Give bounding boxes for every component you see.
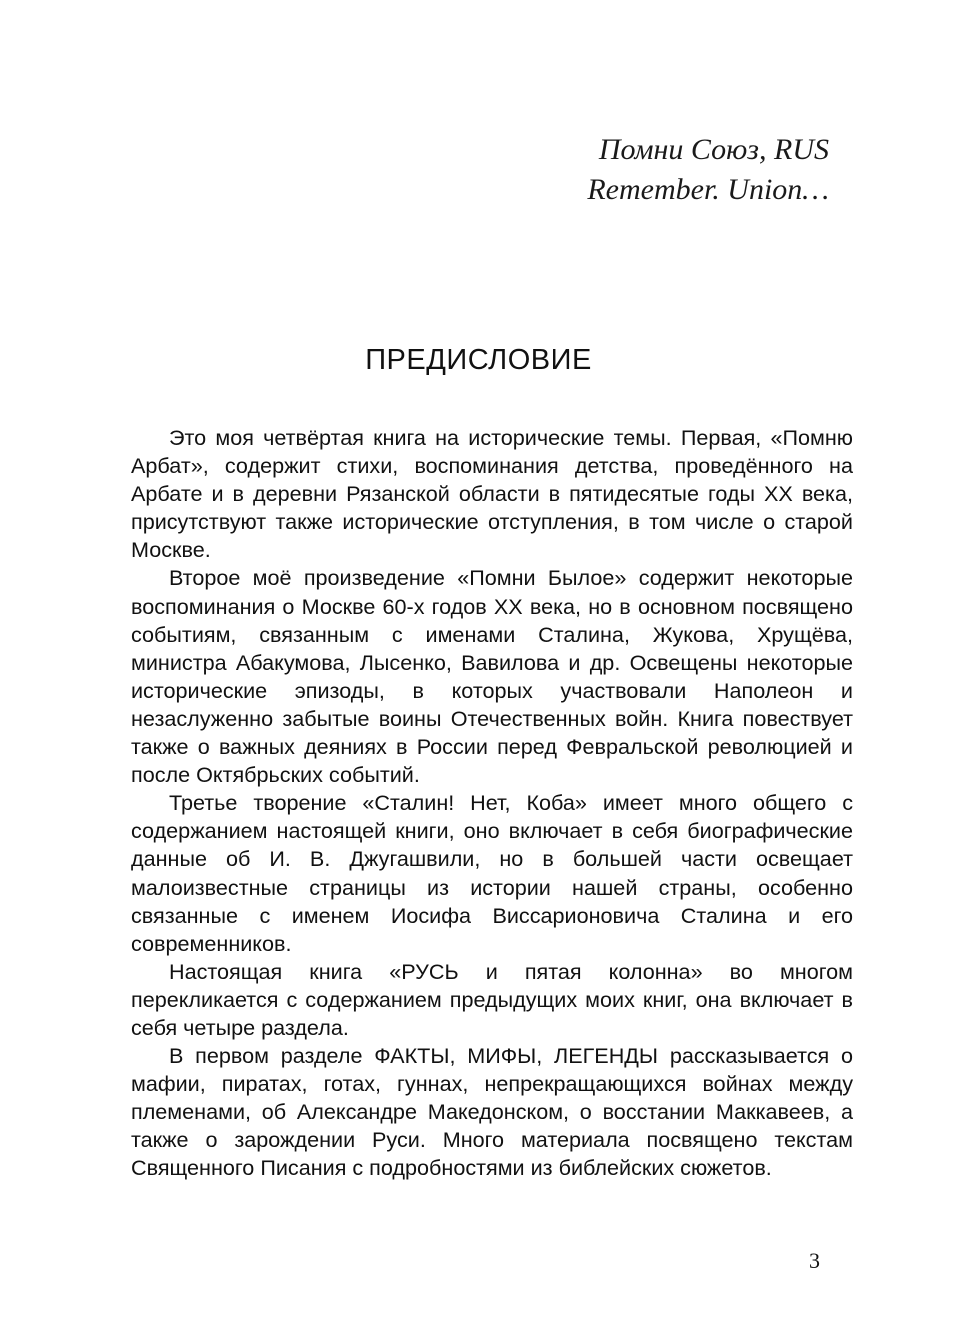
paragraph-1: Это моя четвёртая книга на исторические темы. Первая, «Помню Арбат», содержит стихи, воспоминания детства, проведённого на Арбате и в деревни Рязанской области в пятидесятые годы XX века, присутствуют также исторические отступления, в том числе о старой Москве. bbox=[131, 425, 853, 563]
body-text bbox=[131, 424, 853, 1183]
page-number: 3 bbox=[809, 1248, 820, 1273]
epigraph bbox=[587, 130, 829, 210]
epigraph-line-1: Помни Союз, RUS bbox=[598, 133, 829, 166]
chapter-title: ПРЕДИСЛОВИЕ bbox=[365, 344, 592, 376]
paragraph-2: Второе моё произведение «Помни Былое» содержит некоторые воспоминания о Москве 60-х годов XX века, но в основном посвящено событиям, связанным с именами Сталина, Жукова, Хрущёва, министра Абакумова, Лысенко, Вавилова и др. Освещены некоторые исторические эпизоды, в которых участвовали Наполеон и незаслуженно забытые воины Отечественных войн. Книга повествует также о важных деяниях в России перед Февральской революцией и после Октябрьских событий. bbox=[131, 565, 853, 788]
paragraph-4: Настоящая книга «РУСЬ и пятая колонна» во многом перекликается с содержанием предыдущих моих книг, она включает в себя четыре раздела. bbox=[131, 958, 853, 1040]
epigraph-line-2: Remember. Union… bbox=[587, 173, 829, 206]
paragraph-5: В первом разделе ФАКТЫ, МИФЫ, ЛЕГЕНДЫ рассказывается о мафии, пиратах, готах, гуннах, непрекращающихся войнах между племенами, об Александре Македонском, о восстании Маккавеев, а также о зарождении Руси. Много материала посвящено текстам Священного Писания с подробностями из библейских сюжетов. bbox=[131, 1043, 853, 1181]
paragraph-3: Третье творение «Сталин! Нет, Коба» имеет много общего с содержанием настоящей книги, оно включает в себя биографические данные об И. В. Джугашвили, но в большей части освещает малоизвестные страницы из истории нашей страны, особенно связанные с именем Иосифа Виссарионовича Сталина и его современников. bbox=[131, 790, 853, 956]
